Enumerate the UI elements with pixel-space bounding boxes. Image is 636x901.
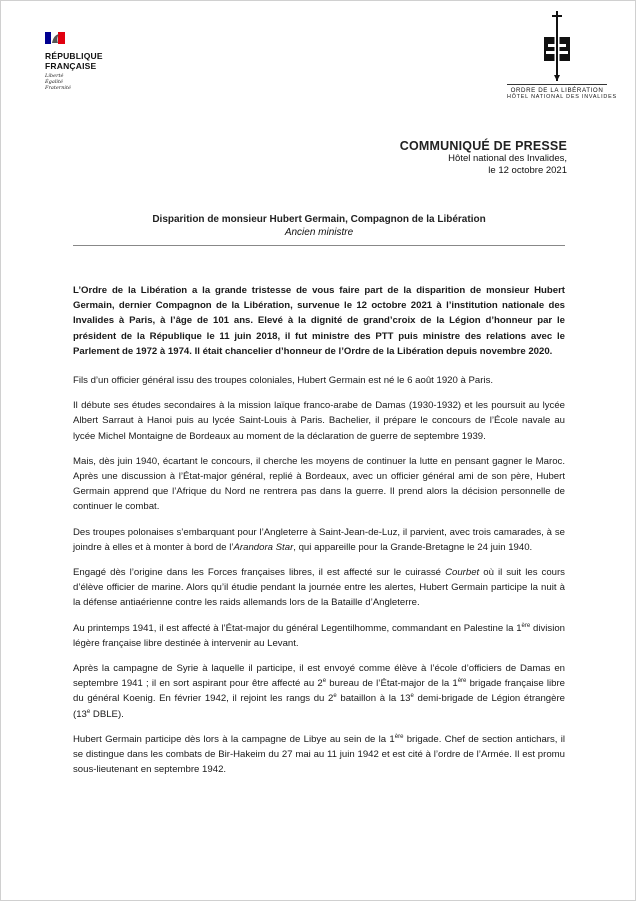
paragraph-libya: Hubert Germain participe dès lors à la campagne de Libye au sein de la 1ère brigade. Chef de section antichars, il se distingue dans les combats de Bir-Hakeim du 27 mai au 11 juin 1942 et est cité à l’ordre de l’Armée. Il est promu sous-lieutenant en septembre 1942. (73, 733, 566, 776)
paragraph-studies: Il débute ses études secondaires à la mission laïque franco-arabe de Damas (1930-1932) et les poursuit au lycée Albert Sarraut à Hanoi puis au lycée Saint-Louis à Paris. Bachelier, il prépare le concours de l’École navale au lycée Michel Montaigne de Bordeaux au moment de la déclaration de guerre de septembre 1939. (73, 400, 565, 442)
ordre-liberation-subtitle: HÔTEL NATIONAL DES INVALIDES (507, 94, 617, 100)
cross-of-lorraine-sword-icon (537, 11, 577, 81)
paragraph-lead: L’Ordre de la Libération a la grande tristesse de vous faire part de la disparition de monsieur Hubert Germain, dernier Compagnon de la Libération, survenue le 12 octobre 2021 à l’institution nationale des Invalides à Paris, à l’âge de 101 ans. Elevé à la dignité de grand’croix de la Légion d’honneur par le président de la République le 11 juin 2018, il fut ministre des PTT puis ministre des relations avec le Parlement de 1972 à 1974. Il était chancelier d’honneur de l’Ordre de la Libération depuis novembre 2020. (73, 285, 565, 357)
ordre-liberation-logo (507, 11, 617, 100)
ordre-liberation-title: ORDRE DE LA LIBÉRATION (507, 84, 607, 94)
republique-francaise-title: RÉPUBLIQUE FRANÇAISE (45, 51, 103, 71)
paragraph-birth: Fils d’un officier général issu des troupes coloniales, Hubert Germain est né le 6 août 1920 à Paris. (73, 375, 494, 387)
paragraph-june-1940: Mais, dès juin 1940, écartant le concours, il cherche les moyens de continuer la lutte en pensant gagner le Maroc. Après une discussion à l’État-major général, replié à Bordeaux, avec un officier général ami de son père, Hubert Germain apprend que l’Afrique du Nord ne rentrera pas dans la guerre. Il prend alors la décision personnelle de continuer le combat. (73, 455, 565, 513)
republique-motto: Liberté Égalité Fraternité (45, 73, 71, 91)
paragraph-spring-1941: Au printemps 1941, il est affecté à l’État-major du général Legentilhomme, commandant en Palestine la 1ère division légère française libre destinée à intervenir au Levant. (73, 622, 566, 649)
paragraph-embarkation: Des troupes polonaises s’embarquant pour l’Angleterre à Saint-Jean-de-Luz, il parvient, avec trois camarades, à se joindre à elles et à monter à bord de l’Arandora Star, qui appareille pour la Grande-Bretagne le 24 juin 1940. (73, 526, 565, 553)
marianne-emblem-icon (45, 32, 65, 44)
press-release-place: Hôtel national des Invalides, (448, 153, 567, 164)
ship-name: Arandora Star (233, 541, 294, 553)
subject-heading (1, 213, 636, 239)
press-release-title: COMMUNIQUÉ DE PRESSE (399, 139, 567, 153)
republique-francaise-logo (45, 31, 125, 91)
press-release-date: le 12 octobre 2021 (488, 165, 567, 176)
paragraph-syria: Après la campagne de Syrie à laquelle il participe, il est envoyé comme élève à l’école d’officiers de Damas en septembre 1941 ; il en sort aspirant pour être affecté au 2e bureau de l’État-major de la 1ère brigade française libre du général Koenig. En février 1942, il rejoint les rangs du 2e bataillon à la 13e demi-brigade de Légion étrangère (13e DBLE). (73, 663, 565, 720)
subject-title: Disparition de monsieur Hubert Germain, Compagnon de la Libération (152, 214, 486, 225)
subject-subtitle: Ancien ministre (284, 227, 354, 238)
ship-name: Courbet (445, 567, 480, 579)
divider (73, 245, 565, 246)
press-release-body (73, 283, 565, 787)
paragraph-free-french: Engagé dès l’origine dans les Forces françaises libres, il est affecté sur le cuirassé Courbet où il suit les cours d’élève officier de marine. Alors qu’il étudie pendant la journée entre les alertes, Hubert Germain participe la nuit à la défense antiaérienne contre les raids allemands lors de la Bataille d’Angleterre. (73, 567, 565, 609)
press-release-heading (400, 139, 567, 177)
